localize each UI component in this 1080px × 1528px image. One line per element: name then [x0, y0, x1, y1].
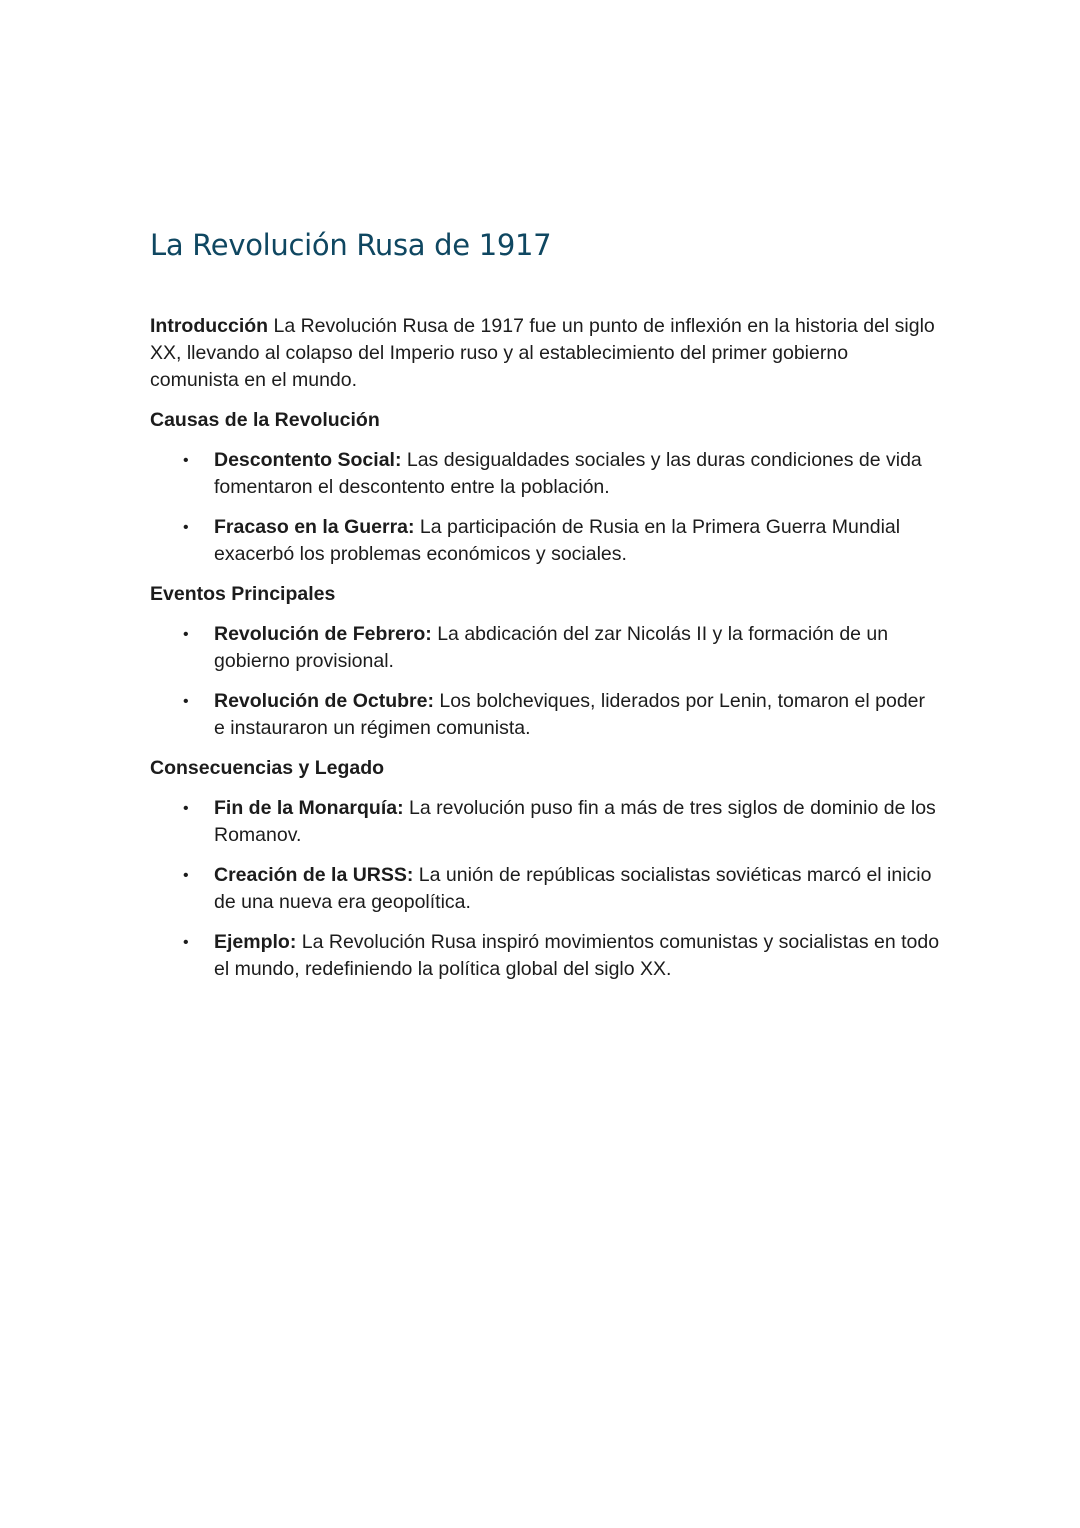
- page-title: La Revolución Rusa de 1917: [150, 228, 552, 262]
- item-label: Revolución de Febrero:: [214, 623, 432, 645]
- bullet-list-causas: [150, 447, 940, 568]
- item-text: La revolución puso fin a más de tres siglos de dominio de los Romanov.: [214, 797, 936, 846]
- section-heading-eventos: Eventos Principales: [150, 583, 336, 605]
- item-text: La participación de Rusia en la Primera Guerra Mundial exacerbó los problemas económicos y sociales.: [214, 516, 901, 565]
- section-heading-consecuencias: Consecuencias y Legado: [150, 757, 385, 779]
- document-page: [150, 225, 940, 983]
- intro-paragraph: [150, 313, 940, 394]
- list-item: [150, 862, 940, 916]
- bullet-list-consecuencias: [150, 795, 940, 983]
- bullet-icon: •: [183, 519, 189, 536]
- item-label: Fin de la Monarquía:: [214, 797, 404, 819]
- bullet-icon: •: [183, 452, 189, 469]
- bullet-icon: •: [183, 867, 189, 884]
- item-text: La unión de repúblicas socialistas soviéticas marcó el inicio de una nueva era geopolítica.: [214, 864, 932, 913]
- bullet-icon: •: [183, 693, 189, 710]
- intro-text: La Revolución Rusa de 1917 fue un punto de inflexión en la historia del siglo XX, llevando al colapso del Imperio ruso y al establecimiento del primer gobierno comunista en el mundo.: [150, 315, 935, 391]
- bullet-icon: •: [183, 626, 189, 643]
- list-item: [150, 447, 940, 501]
- item-text: Las desigualdades sociales y las duras condiciones de vida fomentaron el descontento entre la población.: [214, 449, 922, 498]
- list-item: [150, 621, 940, 675]
- item-label: Fracaso en la Guerra:: [214, 516, 415, 538]
- bullet-icon: •: [183, 800, 189, 817]
- list-item: [150, 688, 940, 742]
- intro-label: Introducción: [150, 315, 269, 337]
- list-item: [150, 795, 940, 849]
- item-label: Revolución de Octubre:: [214, 690, 434, 712]
- bullet-list-eventos: [150, 621, 940, 742]
- item-label: Creación de la URSS:: [214, 864, 414, 886]
- section-heading-causas: Causas de la Revolución: [150, 409, 380, 431]
- list-item: [150, 514, 940, 568]
- item-text: La abdicación del zar Nicolás II y la formación de un gobierno provisional.: [214, 623, 889, 672]
- item-text: La Revolución Rusa inspiró movimientos comunistas y socialistas en todo el mundo, redefiniendo la política global del siglo XX.: [214, 931, 940, 980]
- item-text: Los bolcheviques, liderados por Lenin, tomaron el poder e instauraron un régimen comunista.: [214, 690, 926, 739]
- item-label: Descontento Social:: [214, 449, 402, 471]
- item-label: Ejemplo:: [214, 931, 297, 953]
- bullet-icon: •: [183, 934, 189, 951]
- list-item: [150, 929, 940, 983]
